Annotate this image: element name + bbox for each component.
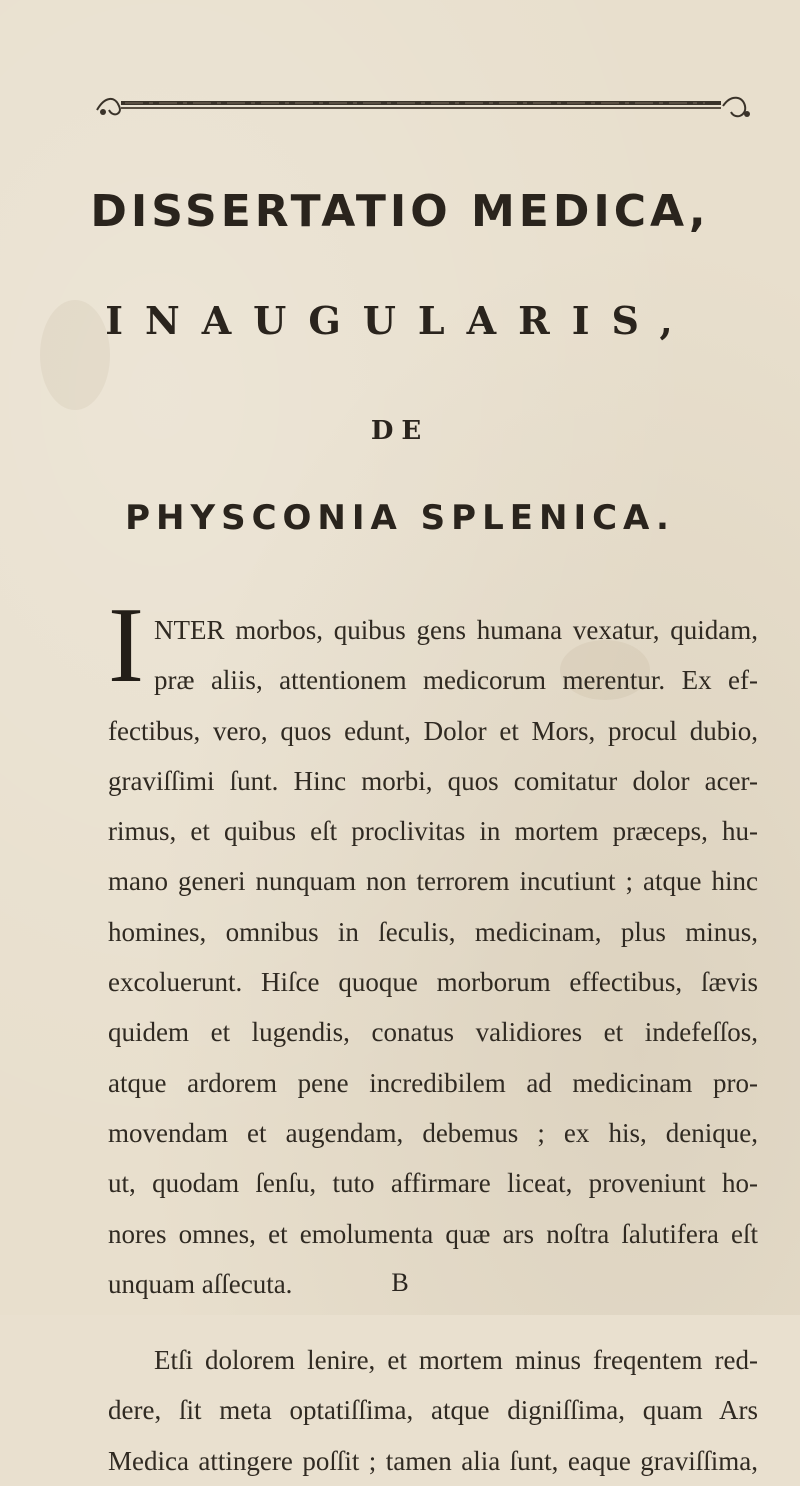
text-line: nores omnes, et emolumenta quæ ars noſtra ſalutifera eſt (108, 1218, 758, 1249)
text-line: graviſſimi ſunt. Hinc morbi, quos comitatur dolor acer- (108, 765, 758, 796)
title-line-4: PHYSCONIA SPLENICA. (125, 498, 675, 538)
text-line: rimus, et quibus eſt proclivitas in mortem præceps, hu- (108, 816, 758, 847)
text-line: quidem et lugendis, conatus validiores et indefeſſos, (108, 1017, 758, 1048)
text-line: atque ardorem pene incredibilem ad medicinam pro- (108, 1067, 758, 1098)
text-line: ut, quodam ſenſu, tuto affirmare liceat, proveniunt ho- (108, 1168, 758, 1199)
signature-mark: B (391, 1268, 409, 1297)
ornament-rule (95, 92, 755, 122)
body-text (108, 605, 758, 1486)
ornament-border-graphic (95, 92, 755, 122)
text-line: dere, ſit meta optatiſſima, atque digniſſima, quam Ars (108, 1395, 758, 1426)
title-line-2: INAUGULARIS, (105, 298, 695, 343)
text-line: præ aliis, attentionem medicorum merentur. Ex ef- (154, 665, 758, 696)
text-line: excoluerunt. Hiſce quoque morborum effectibus, ſævis (108, 967, 758, 998)
text-line: homines, omnibus in ſeculis, medicinam, plus minus, (108, 916, 758, 947)
text-line: Etſi dolorem lenire, et mortem minus freqentem red- (154, 1345, 758, 1376)
text-line: NTER morbos, quibus gens humana vexatur, quidam, (154, 615, 758, 645)
paragraph-gap (108, 1309, 758, 1335)
title-line-1: DISSERTATIO MEDICA, (90, 186, 710, 237)
text-line: movendam et augendam, debemus ; ex his, denique, (108, 1117, 758, 1148)
text-line: Medica attingere poſſit ; tamen alia ſunt, eaque graviſſima, (108, 1445, 758, 1476)
text-line: unquam aſſecuta. (108, 1268, 293, 1299)
title-line-3: DE (370, 416, 430, 446)
drop-cap: I (108, 586, 144, 705)
text-line: mano generi nunquam non terrorem incutiunt ; atque hinc (108, 866, 758, 897)
text-line: fectibus, vero, quos edunt, Dolor et Mors, procul dubio, (108, 715, 758, 746)
